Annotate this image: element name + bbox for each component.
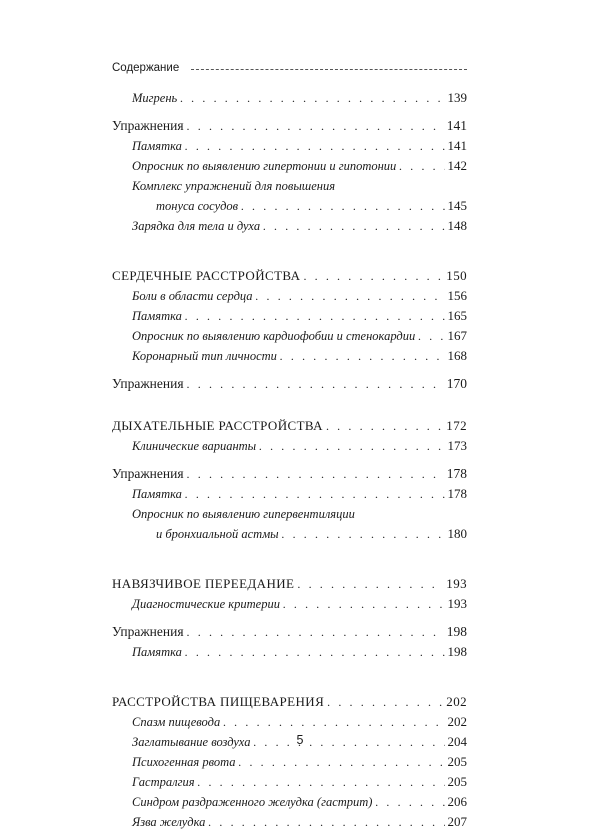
toc-entry: [112, 136, 467, 156]
toc-entry-title: Психогенная рвота: [132, 755, 236, 769]
toc-entry-title: Заглатывание воздуха: [132, 735, 251, 749]
toc-entry-title: Язва желудка: [132, 815, 206, 829]
toc-entry-title: Спазм пищевода: [132, 715, 221, 729]
toc-entry: [112, 524, 467, 544]
toc-entry-title: Коронарный тип личности: [132, 349, 277, 363]
toc-leader: [185, 484, 445, 504]
toc-leader: [187, 464, 444, 484]
toc-page-number: 198: [446, 624, 467, 639]
toc-entry-title: Боли в области сердца: [132, 289, 253, 303]
toc-leader: [180, 88, 444, 108]
toc-entry-title-line1: Комплекс упражнений для повышения: [132, 179, 336, 193]
toc-page-number: 178: [447, 486, 467, 501]
toc-leader: [185, 136, 445, 156]
toc-entry-title: Мигрень: [132, 91, 178, 105]
toc-leader: [239, 752, 445, 772]
toc-entry: [112, 712, 467, 732]
toc-leader: [303, 266, 443, 286]
toc-entry: [112, 374, 467, 394]
toc-chapter-title: СЕРДЕЧНЫЕ РАССТРОЙСТВА: [112, 268, 301, 283]
toc-leader: [187, 116, 444, 136]
table-of-contents: [112, 88, 467, 832]
toc-entry: [112, 326, 467, 346]
toc-page-number: 165: [447, 308, 467, 323]
toc-entry-title-line2: и бронхиальной астмы: [156, 527, 279, 541]
toc-leader: [375, 792, 444, 812]
toc-page-number: 173: [447, 438, 467, 453]
toc-entry-title: Диагностические критерии: [132, 597, 280, 611]
toc-page-number: 193: [446, 576, 467, 591]
toc-entry-title: Памятка: [132, 645, 182, 659]
toc-entry: [112, 156, 467, 176]
toc-page-number: 204: [447, 734, 467, 749]
toc-leader: [256, 286, 445, 306]
toc-leader: [185, 306, 445, 326]
toc-page-number: 141: [446, 118, 467, 133]
toc-entry-title: Клинические варианты: [132, 439, 257, 453]
toc-leader: [282, 524, 445, 544]
toc-entry-title: Опросник по выявлению гипертонии и гипотонии: [132, 159, 397, 173]
toc-chapter-title: НАВЯЗЧИВОЕ ПЕРЕЕДАНИЕ: [112, 576, 295, 591]
toc-entry: [112, 464, 467, 484]
toc-leader: [399, 156, 444, 176]
toc-entry: [112, 772, 467, 792]
toc-entry-title: Гастралгия: [132, 775, 195, 789]
running-header-rule: [191, 69, 467, 70]
toc-page-number: 202: [447, 714, 467, 729]
toc-entry-title: Синдром раздраженного желудка (гастрит): [132, 795, 373, 809]
toc-leader: [283, 594, 445, 614]
toc-entry: [112, 484, 467, 504]
toc-entry: [112, 642, 467, 662]
toc-entry-title: Памятка: [132, 139, 182, 153]
toc-entry-title-line1: Опросник по выявлению гипервентиляции: [132, 507, 355, 521]
toc-entry-title: Упражнения: [112, 118, 184, 133]
toc-entry: [112, 792, 467, 812]
toc-leader: [185, 642, 445, 662]
toc-chapter: [112, 266, 467, 286]
toc-page-number: 193: [447, 596, 467, 611]
page-number: 5: [296, 733, 304, 747]
toc-entry-title: Упражнения: [112, 376, 184, 391]
toc-entry: [112, 622, 467, 642]
toc-leader: [326, 416, 443, 436]
toc-entry: [112, 812, 467, 832]
toc-page-number: 142: [447, 158, 467, 173]
toc-entry-title: Памятка: [132, 487, 182, 501]
toc-entry: [112, 594, 467, 614]
toc-entry: [112, 286, 467, 306]
toc-page-number: 170: [446, 376, 467, 391]
toc-chapter-title: ДЫХАТЕЛЬНЫЕ РАССТРОЙСТВА: [112, 418, 323, 433]
toc-page-number: 198: [447, 644, 467, 659]
toc-page-number: 148: [447, 218, 467, 233]
toc-entry-title-line2: тонуса сосудов: [156, 199, 239, 213]
toc-entry-title: Памятка: [132, 309, 182, 323]
toc-entry: [112, 306, 467, 326]
toc-leader: [208, 812, 444, 832]
toc-entry: [112, 196, 467, 216]
toc-entry: [112, 116, 467, 136]
toc-leader: [187, 374, 444, 394]
toc-page-number: 205: [447, 754, 467, 769]
toc-page-number: 150: [446, 268, 467, 283]
toc-page-number: 178: [446, 466, 467, 481]
toc-chapter: [112, 416, 467, 436]
toc-leader: [198, 772, 445, 792]
toc-page-number: 145: [447, 198, 467, 213]
toc-chapter-title: РАССТРОЙСТВА ПИЩЕВАРЕНИЯ: [112, 694, 325, 709]
toc-leader: [418, 326, 444, 346]
toc-page-number: 202: [446, 694, 467, 709]
toc-entry: [112, 346, 467, 366]
toc-leader: [241, 196, 444, 216]
toc-leader: [297, 574, 443, 594]
toc-page-number: 141: [447, 138, 467, 153]
toc-entry-title: Упражнения: [112, 466, 184, 481]
toc-leader: [223, 712, 444, 732]
toc-leader: [187, 622, 444, 642]
toc-page-number: 180: [447, 526, 467, 541]
toc-entry-title: Упражнения: [112, 624, 184, 639]
running-header-title: Содержание: [112, 62, 180, 74]
toc-page-number: 168: [447, 348, 467, 363]
toc-page-number: 205: [447, 774, 467, 789]
toc-chapter: [112, 574, 467, 594]
toc-leader: [280, 346, 445, 366]
toc-entry: [112, 752, 467, 772]
toc-entry-title: Зарядка для тела и духа: [132, 219, 261, 233]
toc-page-number: 167: [447, 328, 467, 343]
toc-entry-title: Опросник по выявлению кардиофобии и стенокардии: [132, 329, 416, 343]
toc-page-number: 207: [447, 814, 467, 829]
toc-leader: [259, 436, 444, 456]
toc-chapter: [112, 692, 467, 712]
toc-page-number: 156: [447, 288, 467, 303]
toc-leader: [263, 216, 444, 236]
toc-page-number: 139: [447, 90, 467, 105]
toc-entry: [112, 216, 467, 236]
toc-entry: [112, 88, 467, 108]
toc-leader: [327, 692, 443, 712]
toc-page-number: 172: [446, 418, 467, 433]
toc-entry: [112, 436, 467, 456]
toc-page-number: 206: [447, 794, 467, 809]
running-header: [112, 62, 467, 74]
